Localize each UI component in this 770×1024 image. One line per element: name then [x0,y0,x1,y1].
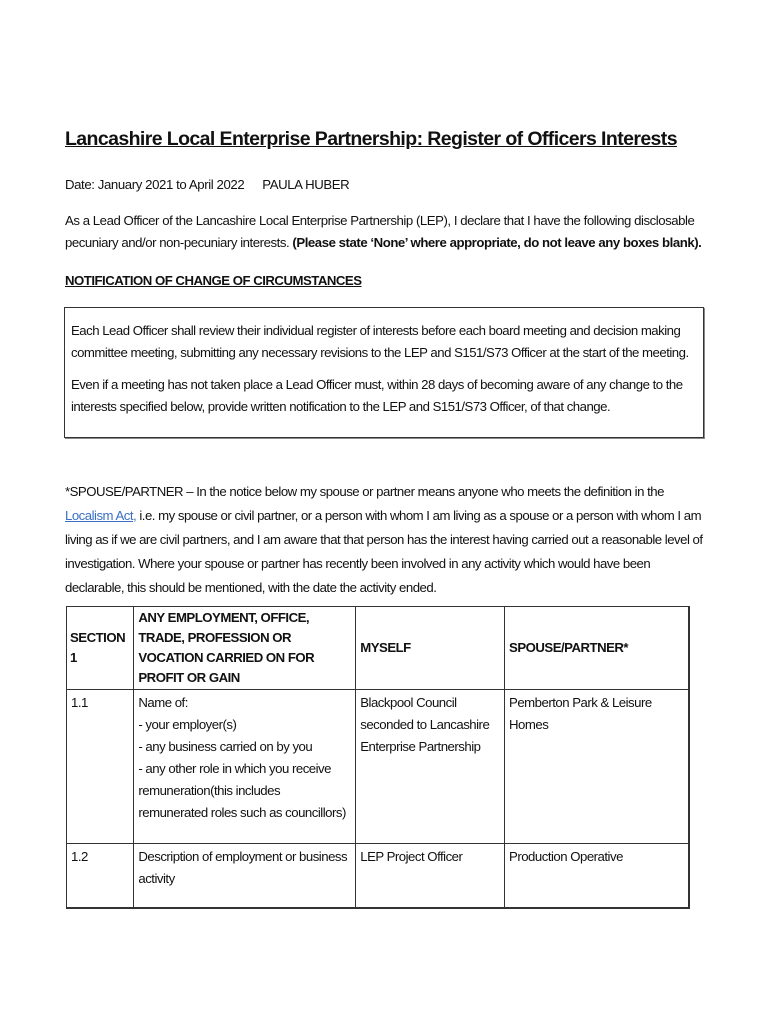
header-spouse-partner: SPOUSE/PARTNER* [505,607,689,690]
row-number: 1.2 [67,844,134,908]
row-description [134,844,356,908]
row-number: 1.1 [67,690,134,844]
notice-box [64,307,704,438]
description-line: Name of: [138,695,188,710]
description-line: Description of employment or business activity [138,849,348,886]
declaration-instruction: (Please state ‘None’ where appropriate, do not leave any boxes blank). [292,235,702,250]
row-myself-value: LEP Project Officer [356,844,505,908]
table-header-row [67,607,690,690]
officer-name: PAULA HUBER [262,177,350,192]
declaration-text: As a Lead Officer of the Lancashire Local Enterprise Partnership (LEP), I declare that I have the following disclosable pecuniary and/or non-pecuniary interests. [65,213,695,250]
date-range: Date: January 2021 to April 2022 [65,177,245,192]
spouse-text-end: i.e. my spouse or civil partner, or a person with whom I am living as a spouse or a person with whom I am living as if we are civil partners, and I am aware that that person has the interest having carried out a reasonable level of investigation. Where your spouse or partner has recently been involved in any activity which would have been declarable, this should be mentioned, with the date the activity ended. [65,508,703,595]
row-myself-value: Blackpool Council seconded to Lancashire Enterprise Partnership [356,690,505,844]
notification-heading: NOTIFICATION OF CHANGE OF CIRCUMSTANCES [65,273,362,288]
description-line: - your employer(s) [138,717,237,732]
date-line [65,177,349,192]
interests-table [66,606,690,909]
row-description [134,690,356,844]
spouse-text-start: *SPOUSE/PARTNER – In the notice below my spouse or partner means anyone who meets the definition in the [65,484,664,499]
declaration-paragraph [65,210,705,254]
spouse-partner-definition [65,480,710,600]
description-line: - any other role in which you receive remuneration(this includes remunerated roles such as councillors) [138,761,346,820]
description-line: - any business carried on by you [138,739,313,754]
notice-paragraph-review: Each Lead Officer shall review their individual register of interests before each board meeting and decision making committee meeting, submitting any necessary revisions to the LEP and S151/S73 Officer at the start of the meeting. [71,323,689,360]
table-row [67,844,690,908]
row-spouse-value: Production Operative [505,844,689,908]
header-myself: MYSELF [356,607,505,690]
notice-paragraph-change: Even if a meeting has not taken place a Lead Officer must, within 28 days of becoming aware of any change to the interests specified below, provide written notification to the LEP and S151/S73 Officer, of that change. [71,377,683,414]
header-section: SECTION 1 [67,607,134,690]
page-title: Lancashire Local Enterprise Partnership: Register of Officers Interests [65,128,677,150]
table-row [67,690,690,844]
localism-act-link[interactable]: Localism Act, [65,508,137,523]
row-spouse-value: Pemberton Park & Leisure Homes [505,690,689,844]
header-category: ANY EMPLOYMENT, OFFICE, TRADE, PROFESSION OR VOCATION CARRIED ON FOR PROFIT OR GAIN [134,607,356,690]
